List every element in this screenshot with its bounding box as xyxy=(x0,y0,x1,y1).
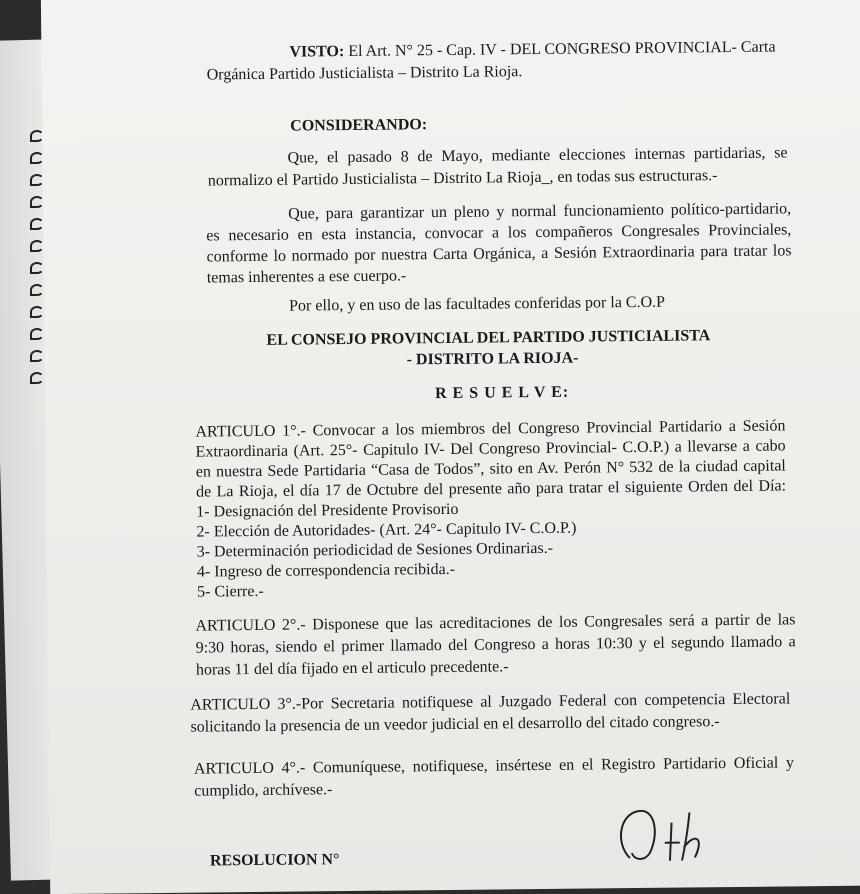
art1-line-2: Extraordinaria (Art. 25°- Capitulo IV- Del Congreso Provincial- C.O.P.) a llevarse a cabo xyxy=(195,437,786,461)
art2-line-2: 9:30 horas, siendo el primer llamado del Congreso a horas 10:30 y el segundo llamado a xyxy=(195,633,796,657)
art1-line-1: ARTICULO 1°.- Convocar a los miembros del Congreso Provincial Partidario a Sesión xyxy=(195,417,786,441)
binder-ring xyxy=(30,262,44,274)
orden-item-4: 4- Ingreso de correspondencia recibida.- xyxy=(196,560,456,581)
binder-ring xyxy=(30,240,44,252)
considerando-p1-line-2: normalizo el Partido Justicialista – Distrito La Rioja_, en todas sus estructuras.- xyxy=(207,167,718,190)
resolucion-label: RESOLUCION N° xyxy=(209,851,340,870)
art2-line-1: ARTICULO 2°.- Disponese que las acreditaciones de los Congresales será a partir de las xyxy=(195,611,796,635)
art1-line-4: de La Rioja, el día 17 de Octubre del presente año para tratar el siguiente Orden del Día: xyxy=(195,477,787,501)
signature-mark xyxy=(609,802,730,863)
considerando-p2-line-3: conforme lo normado por nuestra Carta Orgánica, a Sesión Extraordinaria para tratar los xyxy=(206,242,792,266)
art3-line-2: solicitando la presencia de un veedor judicial en el desarrollo del citado congreso.- xyxy=(190,713,720,736)
considerando-p3: Por ello, y en uso de las facultades conferidas por la C.O.P xyxy=(289,293,666,315)
binder-ring xyxy=(30,196,44,208)
consejo-line-1: EL CONSEJO PROVINCIAL DEL PARTIDO JUSTICIALISTA xyxy=(266,327,711,349)
art2-line-3: horas 11 del día fijado en el articulo precedente.- xyxy=(195,658,509,679)
visto-line-1 xyxy=(289,39,775,62)
binder-ring xyxy=(30,350,44,362)
binder-ring xyxy=(30,306,44,318)
orden-item-2: 2- Elección de Autoridades- (Art. 24°- Capitulo IV- C.O.P.) xyxy=(196,519,577,541)
binder-ring xyxy=(30,372,44,384)
binder-ring xyxy=(30,328,44,340)
considerando-p1-line-1: Que, el pasado 8 de Mayo, mediante elecciones internas partidarias, se xyxy=(287,144,788,167)
orden-item-3: 3- Determinación periodicidad de Sesiones Ordinarias.- xyxy=(196,539,554,561)
binder-ring xyxy=(30,284,44,296)
orden-item-1: 1- Designación del Presidente Provisorio xyxy=(196,500,459,521)
considerando-heading: CONSIDERANDO: xyxy=(290,116,428,135)
consejo-line-2: - DISTRITO LA RIOJA- xyxy=(406,349,579,369)
art4-line-1: ARTICULO 4°.- Comuníquese, notifiquese, insértese en el Registro Partidario Oficial y xyxy=(193,754,795,778)
considerando-p2-line-1: Que, para garantizar un pleno y normal funcionamiento político-partidario, xyxy=(288,200,792,223)
binder-ring xyxy=(30,218,44,230)
art3-line-1: ARTICULO 3°.-Por Secretaria notifiquese al Juzgado Federal con competencia Electoral xyxy=(190,690,791,714)
considerando-p2-line-2: es necesario en esta instancia, convocar a los compañeros Congresales Provinciales, xyxy=(206,221,792,245)
art1-line-3: en nuestra Sede Partidaria “Casa de Todos”, sito en Av. Perón N° 532 de la ciudad capital xyxy=(195,457,786,481)
visto-label: VISTO: xyxy=(289,43,345,61)
visto-line-2: Orgánica Partido Justicialista – Distrito La Rioja. xyxy=(206,63,523,84)
considerando-p2-line-4: temas inherentes a ese cuerpo.- xyxy=(206,267,407,287)
orden-item-5: 5- Cierre.- xyxy=(197,582,264,601)
resuelve-heading: R E S U E L V E: xyxy=(434,383,570,403)
art4-line-2: cumplido, archívese.- xyxy=(194,781,333,800)
visto-text: El Art. N° 25 - Cap. IV - DEL CONGRESO PROVINCIAL- Carta xyxy=(348,38,776,60)
document-page xyxy=(41,0,860,894)
